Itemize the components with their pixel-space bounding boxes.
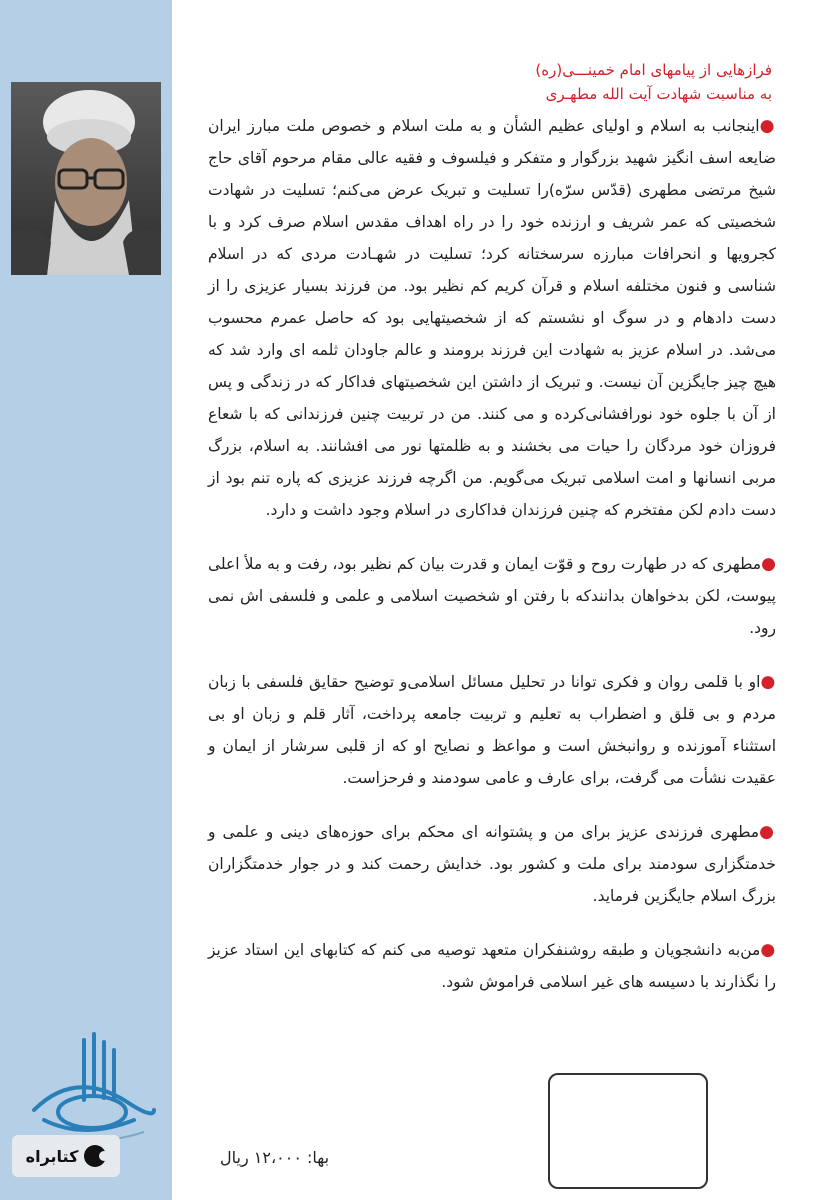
paragraph-2	[208, 548, 776, 644]
brand-name: کتابراه	[25, 1146, 79, 1166]
bullet-icon: ●	[760, 672, 776, 692]
bullet-icon: ●	[761, 554, 776, 574]
heading-line-2: به مناسبت شهادت آیت الله مطهـری	[545, 85, 772, 103]
heading	[208, 58, 776, 106]
bullet-icon: ●	[759, 116, 776, 136]
paragraph-text: او با قلمی روان و فکری توانا در تحلیل مسائل اسلامی‌و توضیح حقایق فلسفی با زبان مردم و بی قلق و اضطراب به تعلیم و تربیت جامعه پرداخت، آثار قلم و زبان او بی استثناء آموزنده و روانبخش است و مواعظ و نصایح او که از قلبی سرشار از ایمان و عقیدت نشأت می گرفت، برای عارف و عامی سودمند و فرحزاست.	[208, 673, 776, 787]
publisher-calligraphy-logo	[14, 1030, 164, 1150]
kitabrah-logo-icon	[84, 1145, 106, 1167]
paragraph-text: مطهری فرزندی عزیز برای من و پشتوانه ای محکم برای حوزه‌های دینی و علمی و خدمتگزاری سودمند برای ملت و کشور بود. خدایش رحمت کند و در جوار خدمتگزاران بزرگ اسلام جایگزین فرماید.	[208, 823, 776, 905]
barcode-box	[548, 1073, 708, 1189]
paragraph-text: مطهری که در طهارت روح و قوّت ایمان و قدرت بیان کم نظیر بود، رفت و به ملأ اعلی پیوست، لکن بدخواهان بدانندکه با رفتن او شخصیت اسلامی و علمی و فلسفی اش نمی رود.	[208, 555, 776, 637]
paragraph-5	[208, 934, 776, 998]
bullet-icon: ●	[759, 822, 776, 842]
author-portrait	[11, 82, 161, 275]
paragraph-1	[208, 110, 776, 526]
paragraph-text: اینجانب به اسلام و اولیای عظیم الشأن و به ملت اسلام و خصوص ملت مبارز ایران ضایعه اسف انگیز شهید بزرگوار و متفکر و فیلسوف و فقیه عالی مقام مرحوم آقای حاج شیخ مرتضی مطهری (قدّس سرّه)را تسلیت و تبریک عرض می‌کنم؛ تسلیت در شهادت شخصیتی که عمر شریف و ارزنده خود را در راه اهداف مقدس اسلام صرف کرد و با کجرویها و انحرافات مبارزه سرسختانه کرد؛ تسلیت در شهـادت مردی که در اسلام شناسی و فنون مختلفه اسلام و قرآن کریم کم نظیر بود. من فرزند بسیار عزیزی را از دست دادهام و در سوگ او نشستم که از شخصیتهایی بود که حاصل عمرم محسوب می‌شد. در اسلام عزیز به شهادت این فرزند برومند و عالم جاودان ثلمه ای وارد شد که هیچ چیز جایگزین آن نیست. و تبریک از داشتن این شخصیتهای فداکار که در زندگی و پس از آن با جلوه خود نورافشانی‌کرده و می کنند. من در تربیت چنین فرزندانی که با شعاع فروزان خود مردگان را حیات می بخشند و به ظلمتها نور می افشانند. به اسلام، بزرگ مربی انسانها و امت اسلامی تبریک می‌گویم. من اگرچه فرزند عزیزی که پاره تنم بود از دست دادم لکن مفتخرم که چنین فرزندان فداکاری در اسلام وجود داشت و دارد.	[208, 117, 776, 519]
paragraph-text: من‌به دانشجویان و طبقه روشنفکران متعهد توصیه می کنم که کتابهای این استاد عزیز را نگذارند با دسیسه های غیر اسلامی فراموش شود.	[208, 941, 776, 991]
price-amount: ۱۲،۰۰۰	[253, 1148, 302, 1167]
paragraph-4	[208, 816, 776, 912]
kitabrah-brand	[12, 1135, 120, 1177]
heading-line-1: فرازهایی از پیامهای امام خمینـــی(ره)	[535, 61, 772, 79]
paragraph-3	[208, 666, 776, 794]
main-text-block	[208, 58, 776, 1020]
price-label: بها:	[307, 1148, 330, 1167]
price-currency: ریال	[220, 1148, 249, 1167]
price-line	[220, 1148, 329, 1167]
bullet-icon: ●	[760, 940, 776, 960]
